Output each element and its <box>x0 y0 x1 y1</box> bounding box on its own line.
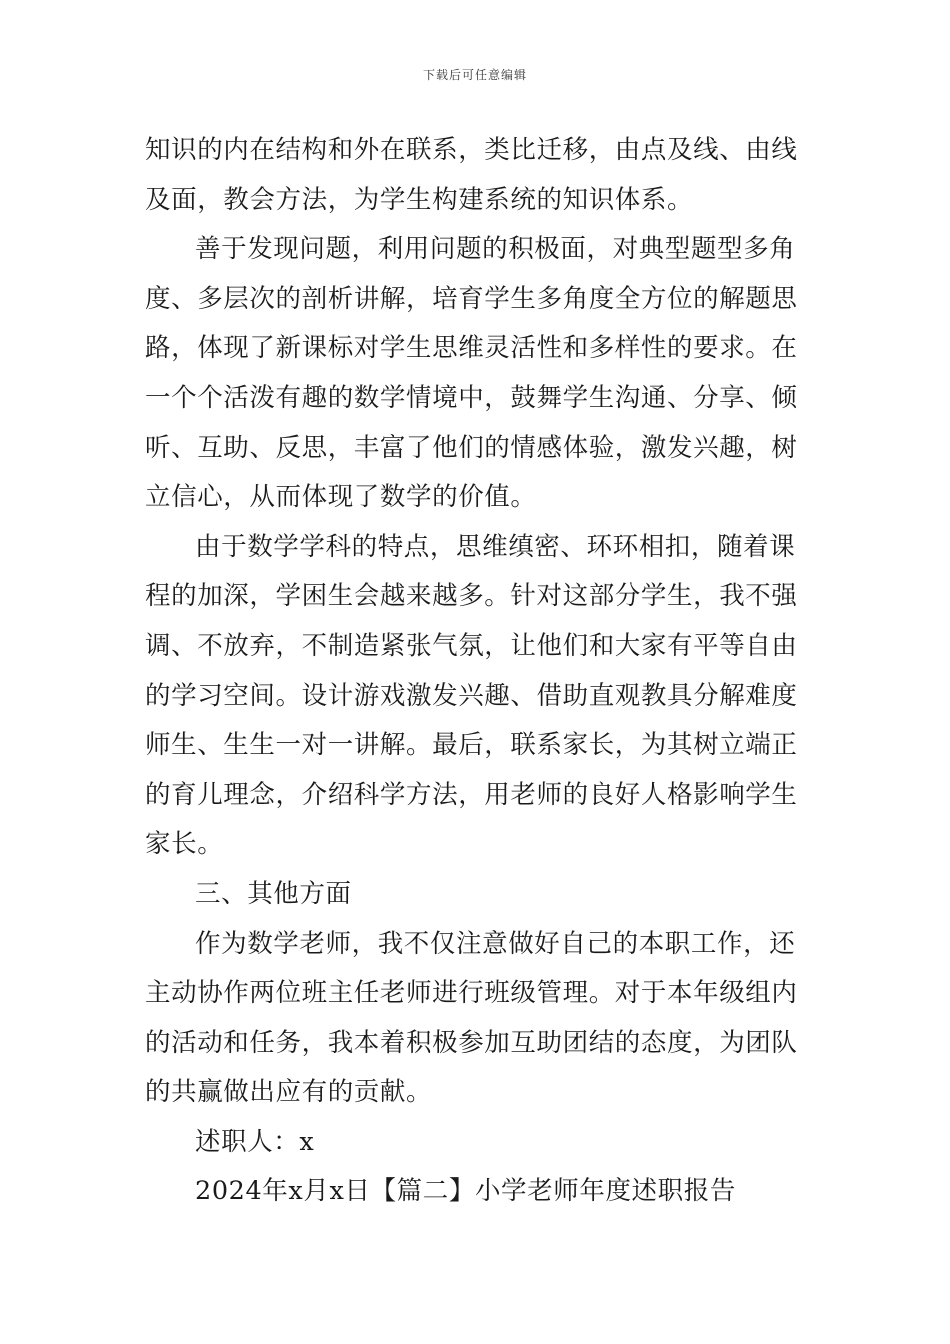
text-line: 家长。 <box>145 829 224 860</box>
text-line: 路，体现了新课标对学生思维灵活性和多样性的要求。在 <box>145 333 798 364</box>
text-line: 程的加深，学困生会越来越多。针对这部分学生，我不强 <box>145 581 798 612</box>
signature-line: 述职人：x <box>195 1126 315 1157</box>
text-line: 的育儿理念，介绍科学方法，用老师的良好人格影响学生 <box>145 779 798 810</box>
text-line: 听、互助、反思，丰富了他们的情感体验，激发兴趣，树 <box>145 432 798 463</box>
paragraph-start: 作为数学老师，我不仅注意做好自己的本职工作，还 <box>195 928 796 959</box>
text-line: 师生、生生一对一讲解。最后，联系家长，为其树立端正 <box>145 730 798 761</box>
text-line: 的学习空间。设计游戏激发兴趣、借助直观教具分解难度 <box>145 680 798 711</box>
page-header: 下载后可任意编辑 <box>422 68 527 82</box>
section-heading: 三、其他方面 <box>195 878 352 909</box>
text-line: 的活动和任务，我本着积极参加互助团结的态度，为团队 <box>145 1027 798 1058</box>
document-body <box>145 126 809 1217</box>
text-line: 一个个活泼有趣的数学情境中，鼓舞学生沟通、分享、倾 <box>145 382 798 413</box>
text-line: 的共赢做出应有的贡献。 <box>145 1077 433 1108</box>
paragraph-start: 由于数学学科的特点，思维缜密、环环相扣，随着课 <box>195 531 796 562</box>
text-line: 调、不放弃，不制造紧张气氛，让他们和大家有平等自由 <box>145 630 798 661</box>
text-line: 立信心，从而体现了数学的价值。 <box>145 482 537 513</box>
paragraph-start: 善于发现问题，利用问题的积极面，对典型题型多角 <box>195 234 796 265</box>
text-line: 知识的内在结构和外在联系，类比迁移，由点及线、由线 <box>145 135 798 165</box>
date-and-next-title: 2024年x月x日【篇二】小学老师年度述职报告 <box>195 1176 736 1207</box>
text-line: 主动协作两位班主任老师进行班级管理。对于本年级组内 <box>145 978 798 1009</box>
text-line: 及面，教会方法，为学生构建系统的知识体系。 <box>145 184 694 215</box>
text-line: 度、多层次的剖析讲解，培育学生多角度全方位的解题思 <box>145 283 798 314</box>
